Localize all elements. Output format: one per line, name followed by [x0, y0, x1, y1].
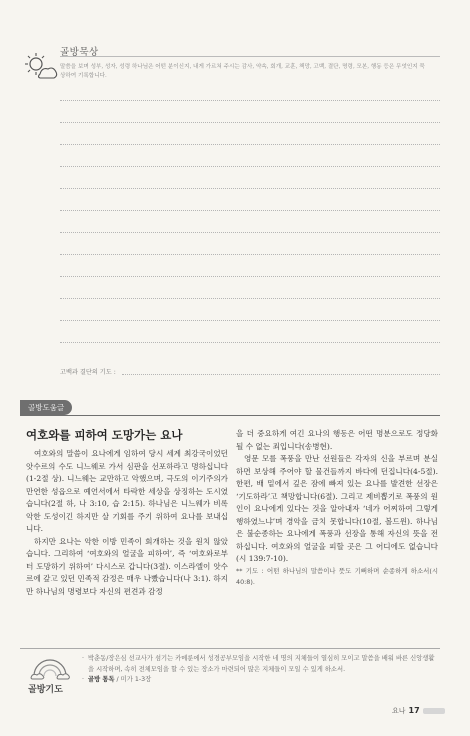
writing-line[interactable] [60, 144, 440, 145]
article-paragraph: 영문 모를 폭풍을 만난 선원들은 각자의 신을 부르며 분실하면 보상해 주어야 할 물건들까지 바다에 던집니다(4-5절). 한편, 배 밑에서 깊은 잠에 빠져 있는 요나를 발견한 선장은 ‘기도하라’고 책망합니다(6절). 그리고 제비뽑기로 폭풍의 원인이 요나에게 있다는 것을 알아내자 ‘네가 어찌하여 그렇게 행하였느냐’며 경악을 금치 못합니다(10절, 볼드윈). 하나님은 불순종하는 요나에게 폭풍과 선장을 통해 자신의 뜻을 전하십니다. 여호와의 얼굴을 피할 곳은 그 어디에도 없습니다(시 139:7-10). [236, 454, 438, 563]
help-section-rule [20, 415, 440, 416]
reading-value: / 미가 1-3장 [116, 676, 152, 683]
article-left-column [26, 448, 228, 598]
meditation-title: 골방묵상 [60, 47, 99, 58]
prayer-writing-line[interactable] [122, 374, 440, 375]
writing-line[interactable] [60, 342, 440, 343]
bottom-prayer-list [82, 654, 437, 686]
article-title: 여호와를 피하여 도망가는 요나 [26, 428, 183, 442]
writing-line[interactable] [60, 320, 440, 321]
writing-line[interactable] [60, 232, 440, 233]
article-paragraph: 여호와의 말씀이 요나에게 임하여 당시 세계 최강국이었던 앗수르의 수도 니느웨로 가서 심판을 선포하라고 명하십니다(1-2절 상). 니느웨는 교만하고 악했으며, 극도의 이기주의가 만연한 성읍으로 예언서에서 타락한 세상을 상징하는 도시였습니다(2절 하, 나 3:10, 습 2:15). 하나님은 니느웨가 비록 악한 도성이긴 하지만 살 기회를 주기 위하여 요나를 보내십니다. [26, 449, 228, 533]
meditation-description: 말씀을 보며 성부, 성자, 성령 하나님은 어떤 분이신지, 내게 가르쳐 주시는 감사, 약속, 회개, 교훈, 책망, 고백, 결단, 명령, 모본, 행동 등은 무엇인지 묵상하여 기록합니다. [60, 64, 425, 79]
writing-line[interactable] [60, 188, 440, 189]
writing-line[interactable] [60, 298, 440, 299]
publisher-logo [423, 708, 445, 714]
article-right-column [236, 428, 438, 588]
page-footer [392, 706, 445, 716]
writing-line[interactable] [60, 100, 440, 101]
footer-book: 요나 [392, 707, 406, 715]
sun-cloud-icon [22, 52, 58, 82]
bottom-rule [20, 648, 440, 649]
writing-line[interactable] [60, 276, 440, 277]
writing-line[interactable] [60, 122, 440, 123]
rainbow-cloud-icon [30, 654, 70, 680]
article-paragraph: 을 더 중요하게 여긴 요나의 행동은 어떤 명분으로도 정당화될 수 없는 죄입니다(송병현). [236, 429, 438, 451]
writing-line[interactable] [60, 210, 440, 211]
writing-line[interactable] [60, 254, 440, 255]
help-section-tab: 골방도움글 [20, 400, 72, 415]
reading-item [82, 675, 437, 686]
prayer-item: · 박춘동/장은심 선교사가 섬기는 카메룬에서 성경공부모임을 시작한 네 명의 지체들이 열심히 모이고 말씀을 배워 바른 신앙생활을 시작하며, 속히 전체모임을 할 수 있는 장소가 마련되어 많은 지체들이 모일 수 있게 하소서. [82, 654, 437, 675]
reading-label: 골방 통독 [88, 676, 115, 683]
writing-line[interactable] [60, 166, 440, 167]
page-number: 17 [408, 706, 420, 715]
bottom-prayer-label: 골방기도 [28, 685, 63, 695]
prayer-label: 고백과 결단의 기도 : [60, 369, 116, 376]
meditation-title-rule [60, 56, 440, 57]
article-paragraph: 하지만 요나는 악한 이방 민족이 회개하는 것을 원치 않았습니다. 그리하여 ‘여호와의 얼굴을 피하여’, 즉 ‘여호와로부터 도망하기 위하여’ 다시스로 갑니다(3절). 이스라엘이 앗수르에 갚고 있던 민족적 감정은 매우 나빴습니다(나 3:1). 하지만 하나님의 명령보다 자신의 편견과 감정 [26, 536, 228, 596]
prayer-note: ** 기도 : 어떤 하나님의 말씀이나 뜻도 기뻐하며 순종하게 하소서(시 40:8). [236, 566, 438, 586]
